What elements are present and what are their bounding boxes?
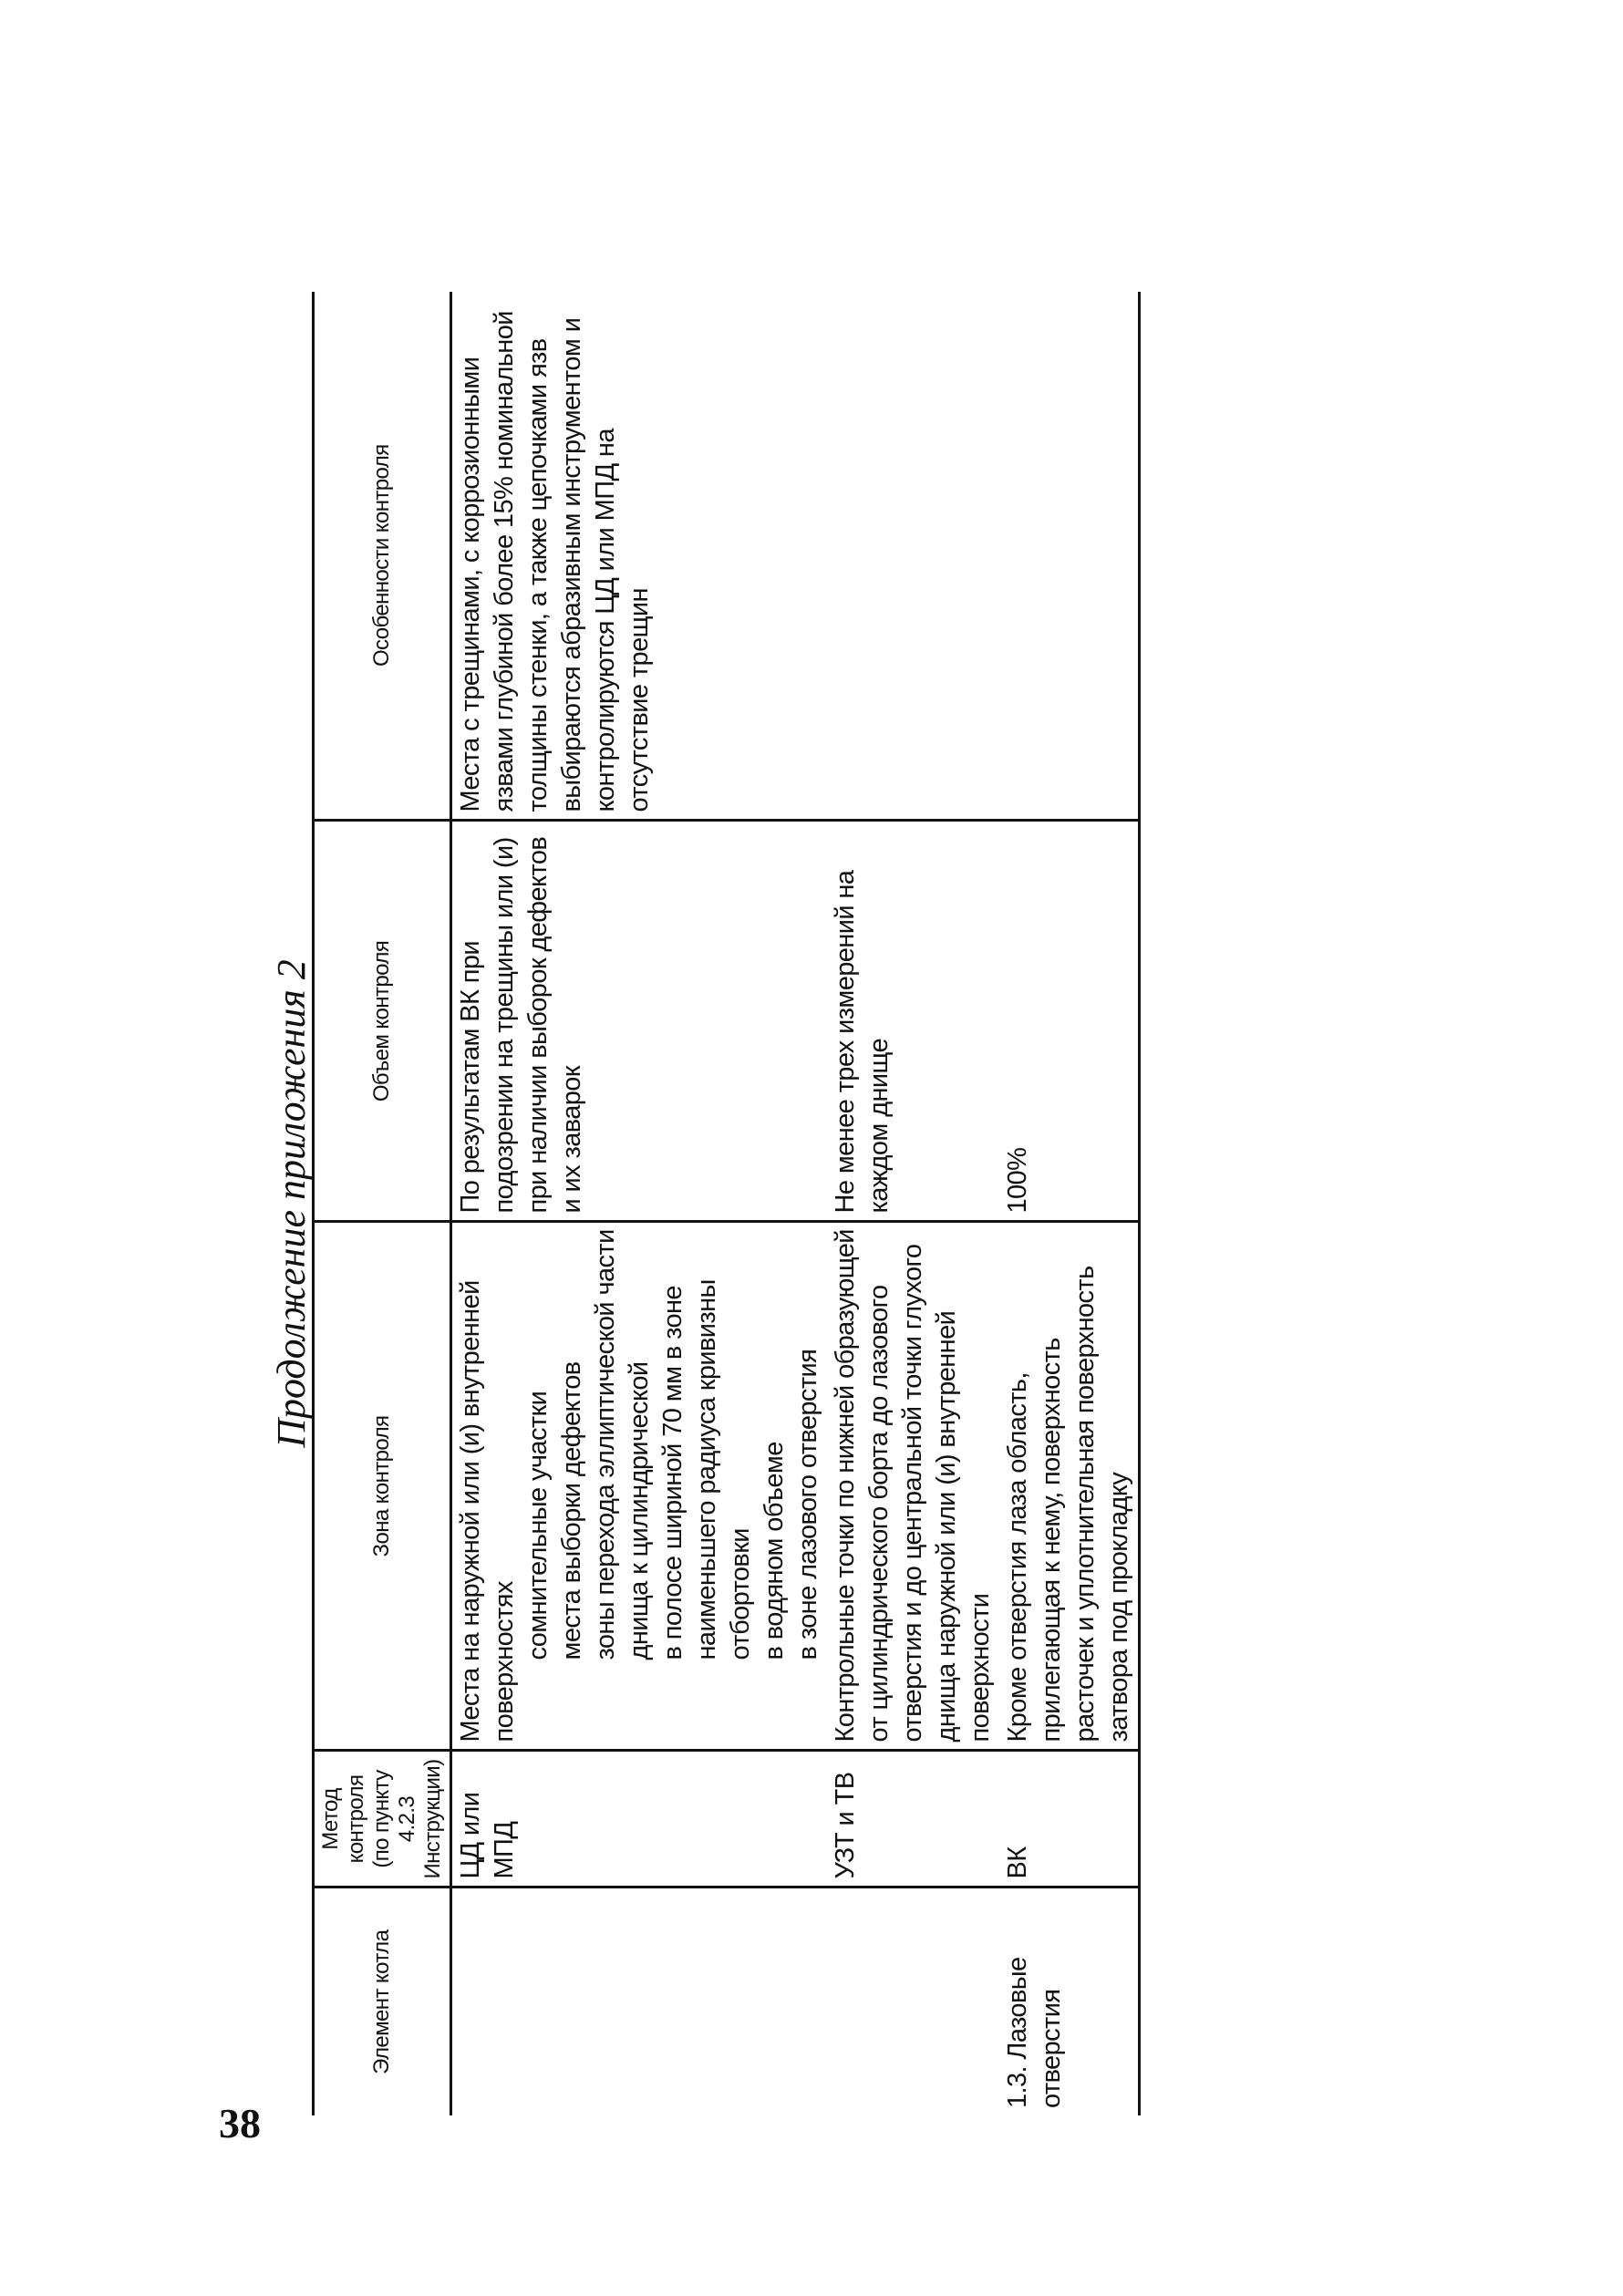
header-volume: Объем контроля — [314, 821, 451, 1222]
zone-line: в водяном объеме — [760, 1442, 789, 1660]
table-row — [827, 292, 999, 2115]
cell-features: Места с трещинами, с коррозионными язвами глубиной более 15% номинальной толщины стенки, а также цепочками язв выбираются абразивным инструментом и контролируются ЦД или МПД на отсутствие трещин — [451, 292, 828, 821]
rotated-page-content — [269, 292, 1422, 2115]
control-table — [312, 292, 1141, 2115]
table-row — [999, 292, 1140, 2115]
zone-line: зоны перехода эллиптической части днища к цилиндрической — [591, 1229, 654, 1660]
cell-element — [827, 1887, 999, 2115]
table-header-row — [314, 292, 451, 2115]
cell-element: 1.3. Лазовые отверстия — [999, 1887, 1140, 2115]
cell-zone — [451, 1222, 828, 1751]
cell-method: ЦД или МПД — [451, 1751, 828, 1887]
zone-line: места выборки дефектов — [557, 1361, 586, 1660]
cell-zone: Кроме отверстия лаза область, прилегающая к нему, поверхность расточек и уплотнительная поверхность затвора под прокладку — [999, 1222, 1140, 1751]
zone-line: сомнительные участки — [523, 1391, 553, 1660]
cell-volume: 100% — [999, 821, 1140, 1222]
zone-line: в полосе шириной 70 мм в зоне наименьшего радиуса кривизны отбортовки — [658, 1279, 755, 1660]
table-row — [451, 292, 828, 2115]
zone-line: Места на наружной или (и) внутренней поверхностях — [456, 1280, 519, 1743]
cell-volume: Не менее трех измерений на каждом днище — [827, 821, 999, 1222]
zone-line: в зоне лазового отверстия — [793, 1349, 822, 1660]
header-zone: Зона контроля — [314, 1222, 451, 1751]
cell-volume: По результатам ВК при подозрении на трещины или (и) при наличии выборок дефектов и их заварок — [451, 821, 828, 1222]
cell-method: УЗТ и ТВ — [827, 1751, 999, 1887]
header-method: Метод контроля (по пункту 4.2.3 Инструкции) — [314, 1751, 451, 1887]
cell-features — [999, 292, 1140, 821]
page-number: 38 — [219, 2100, 261, 2146]
header-element: Элемент котла — [314, 1887, 451, 2115]
header-features: Особенности контроля — [314, 292, 451, 821]
cell-zone: Контрольные точки по нижней образующей от цилиндрического борта до лазового отверстия и до центральной точки глухого днища наружной или (и) внутренней поверхности — [827, 1222, 999, 1751]
cell-features — [827, 292, 999, 821]
page-heading: Продолжение приложения 2 — [269, 959, 314, 1448]
cell-element — [451, 1887, 828, 2115]
cell-method: ВК — [999, 1751, 1140, 1887]
